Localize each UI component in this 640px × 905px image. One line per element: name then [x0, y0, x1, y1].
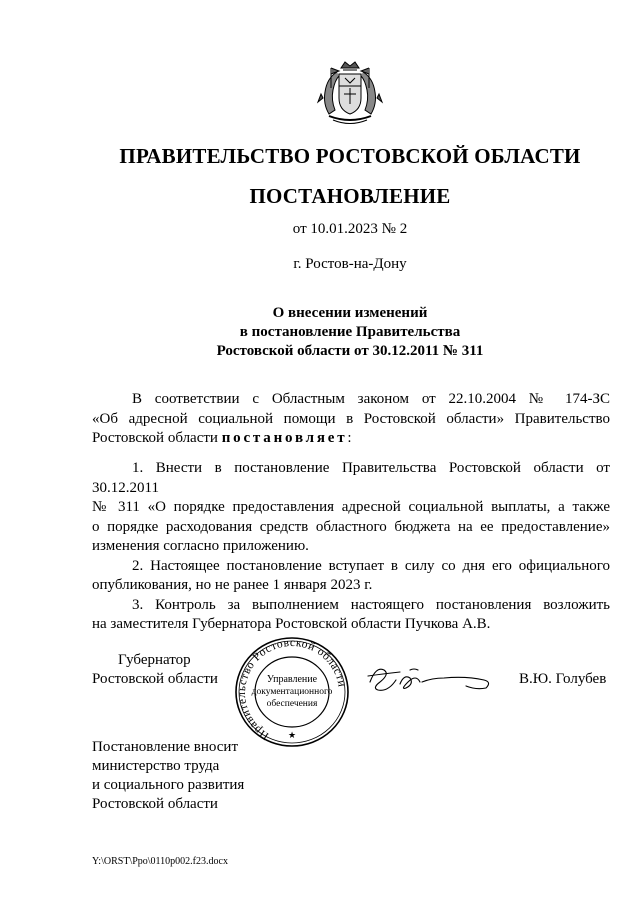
document-type: ПОСТАНОВЛЕНИЕ	[249, 184, 451, 208]
file-path-footer: Y:\ORST\Ppo\0110p002.f23.docx	[92, 856, 228, 867]
item-3-line: на заместителя Губернатора Ростовской области Пучкова А.В.	[92, 616, 491, 632]
signatory-name: В.Ю. Голубев	[519, 671, 607, 687]
item-2-line: 2. Настоящее постановление вступает в силу со дня его официального	[132, 557, 610, 574]
item-1-line: № 311 «О порядке предоставления адресной социальной выплаты, а также	[92, 499, 610, 515]
resolves-word: постановляет	[221, 430, 348, 446]
svg-text:★: ★	[287, 730, 297, 740]
item-1-line: изменения согласно приложению.	[92, 538, 309, 554]
coat-of-arms-icon	[315, 58, 385, 128]
document-subject	[0, 304, 640, 361]
submitted-by-line: Постановление вносит	[92, 739, 239, 755]
preamble	[92, 390, 610, 449]
submitted-by-line: Ростовской области	[92, 796, 218, 812]
preamble-line: В соответствии с Областным законом от 22.10.2004 № 174-ЗС	[132, 391, 610, 407]
stamp-text-line: Управление	[266, 674, 318, 685]
position-line: Ростовской области	[92, 671, 218, 687]
signatory-position	[92, 651, 232, 689]
submitted-by-line: министерство труда	[92, 758, 220, 774]
submitted-by-line: и социального развития	[92, 777, 245, 793]
item-3-line: 3. Контроль за выполнением настоящего постановления возложить	[132, 596, 610, 613]
position-line: Губернатор	[118, 652, 191, 668]
preamble-line: Ростовской области постановляет:	[92, 430, 352, 446]
resolution-items	[92, 459, 610, 635]
stamp-ring-text: Правительство Ростовской области	[235, 636, 348, 742]
government-title: ПРАВИТЕЛЬСТВО РОСТОВСКОЙ ОБЛАСТИ	[119, 144, 581, 168]
preamble-line: «Об адресной социальной помощи в Ростовской области» Правительство	[92, 410, 610, 427]
item-1-line: о порядке расходования средств областного бюджета на ее предоставление»	[92, 518, 610, 535]
subject-line: в постановление Правительства	[239, 324, 461, 340]
item-2-line: опубликования, но не ранее 1 января 2023 г.	[92, 577, 373, 593]
stamp-text-line: документационного	[251, 687, 333, 697]
item-1-line: 1. Внести в постановление Правительства Ростовской области от 30.12.2011	[92, 460, 610, 496]
stamp-text-line: обеспечения	[266, 699, 318, 709]
submitted-by	[92, 738, 292, 814]
city: г. Ростов-на-Дону	[293, 256, 407, 272]
handwritten-signature-icon	[366, 660, 496, 696]
subject-line: О внесении изменений	[272, 305, 428, 321]
official-stamp-icon	[228, 632, 356, 750]
date-number: от 10.01.2023 № 2	[292, 221, 408, 237]
subject-line: Ростовской области от 30.12.2011 № 311	[216, 343, 484, 359]
